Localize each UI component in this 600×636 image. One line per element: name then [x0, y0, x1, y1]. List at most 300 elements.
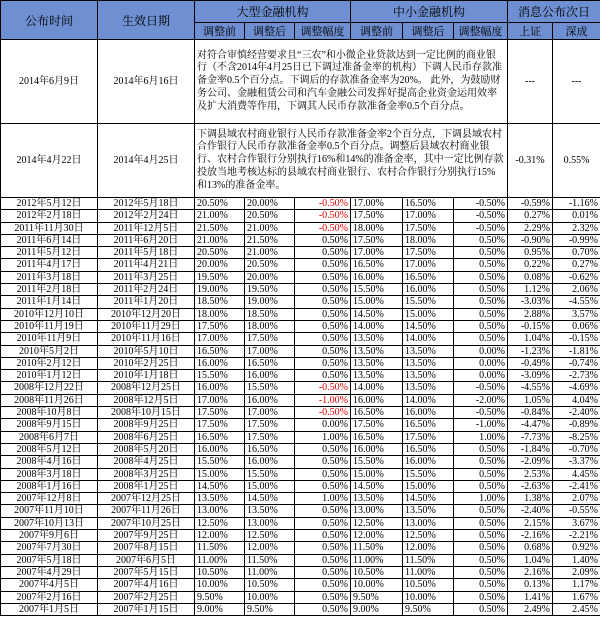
- large-before: 14.50%: [195, 480, 245, 492]
- small-after: 17.00%: [403, 259, 454, 271]
- publish-date: 2011年5月12日: [1, 247, 98, 259]
- shanghai-change: -2.09%: [508, 456, 553, 468]
- large-before: 15.00%: [195, 468, 245, 480]
- small-after: 16.00%: [403, 456, 454, 468]
- shenzhen-change: -0.55%: [553, 505, 600, 517]
- table-row: [1, 493, 600, 505]
- shanghai-change: 0.95%: [508, 247, 553, 259]
- large-before: 12.50%: [195, 517, 245, 529]
- shenzhen-change: -3.37%: [553, 456, 600, 468]
- small-after: 12.00%: [403, 542, 454, 554]
- small-before: 17.00%: [351, 247, 403, 259]
- large-range: 0.50%: [295, 247, 351, 259]
- effective-date: 2007年4月16日: [98, 579, 195, 591]
- effective-date: 2007年5月15日: [98, 566, 195, 578]
- large-after: 20.50%: [245, 210, 295, 222]
- header-small-range: 调整幅度: [454, 23, 508, 40]
- small-before: 16.00%: [351, 443, 403, 455]
- table-row: [1, 284, 600, 296]
- small-range: 1.00%: [454, 493, 508, 505]
- header-large-before: 调整前: [195, 23, 245, 40]
- shenzhen-change: 2.09%: [553, 566, 600, 578]
- shenzhen-change: 2.06%: [553, 284, 600, 296]
- shanghai-change: 2.16%: [508, 566, 553, 578]
- small-after: 16.50%: [403, 419, 454, 431]
- publish-date: 2007年10月13日: [1, 517, 98, 529]
- large-after: 10.50%: [245, 579, 295, 591]
- large-before: 13.50%: [195, 493, 245, 505]
- shanghai-change: 1.05%: [508, 394, 553, 406]
- shanghai-change: -1.23%: [508, 345, 553, 357]
- table-row: [1, 222, 600, 234]
- large-before: 10.00%: [195, 579, 245, 591]
- small-range: 0.50%: [454, 284, 508, 296]
- small-range: -0.50%: [454, 407, 508, 419]
- effective-date: 2008年12月5日: [98, 394, 195, 406]
- effective-date: 2010年2月25日: [98, 357, 195, 369]
- shenzhen-change: 1.67%: [553, 591, 600, 603]
- shanghai-change: -4.47%: [508, 419, 553, 431]
- table-row: [1, 370, 600, 382]
- small-after: 14.00%: [403, 394, 454, 406]
- large-after: 11.00%: [245, 566, 295, 578]
- large-before: 11.00%: [195, 554, 245, 566]
- small-range: -2.00%: [454, 394, 508, 406]
- large-after: 17.50%: [245, 419, 295, 431]
- small-after: 12.50%: [403, 530, 454, 542]
- small-after: 17.50%: [403, 247, 454, 259]
- large-after: 18.00%: [245, 320, 295, 332]
- large-before: 13.00%: [195, 505, 245, 517]
- small-after: 17.00%: [403, 210, 454, 222]
- small-before: 13.50%: [351, 357, 403, 369]
- publish-date: 2014年4月22日: [1, 124, 98, 198]
- small-range: 0.50%: [454, 271, 508, 283]
- large-after: 17.00%: [245, 345, 295, 357]
- large-before: 9.50%: [195, 591, 245, 603]
- effective-date: 2010年1月18日: [98, 370, 195, 382]
- table-row: [1, 431, 600, 443]
- large-after: 15.50%: [245, 382, 295, 394]
- publish-date: 2011年2月18日: [1, 284, 98, 296]
- large-after: 9.50%: [245, 603, 295, 615]
- publish-date: 2008年4月16日: [1, 456, 98, 468]
- large-range: 0.50%: [295, 345, 351, 357]
- shenzhen-change: -1.81%: [553, 345, 600, 357]
- publish-date: 2011年3月18日: [1, 271, 98, 283]
- shanghai-change: -1.84%: [508, 443, 553, 455]
- shenzhen-change: -1.16%: [553, 198, 600, 210]
- small-before: 16.50%: [351, 407, 403, 419]
- shanghai-change: 0.08%: [508, 271, 553, 283]
- large-range: 0.50%: [295, 566, 351, 578]
- shanghai-change: -0.84%: [508, 407, 553, 419]
- small-before: 16.50%: [351, 259, 403, 271]
- shenzhen-change: 0.27%: [553, 259, 600, 271]
- effective-date: 2010年5月10日: [98, 345, 195, 357]
- shenzhen-change: 3.67%: [553, 517, 600, 529]
- small-before: 15.50%: [351, 456, 403, 468]
- table-row: [1, 407, 600, 419]
- small-range: 0.50%: [454, 234, 508, 246]
- publish-date: 2007年9月6日: [1, 530, 98, 542]
- large-after: 21.50%: [245, 234, 295, 246]
- small-after: 16.50%: [403, 443, 454, 455]
- large-after: 16.00%: [245, 456, 295, 468]
- effective-date: 2007年8月15日: [98, 542, 195, 554]
- effective-date: 2012年2月24日: [98, 210, 195, 222]
- small-after: 13.50%: [403, 382, 454, 394]
- effective-date: 2007年1月15日: [98, 603, 195, 615]
- small-after: 18.00%: [403, 234, 454, 246]
- small-before: 15.00%: [351, 468, 403, 480]
- large-after: 10.00%: [245, 591, 295, 603]
- large-range: 1.00%: [295, 431, 351, 443]
- small-range: 0.50%: [454, 566, 508, 578]
- effective-date: 2010年12月20日: [98, 308, 195, 320]
- header-effective-date: 生效日期: [98, 1, 195, 40]
- table-row: [1, 320, 600, 332]
- table-row: [1, 259, 600, 271]
- large-range: 0.50%: [295, 284, 351, 296]
- large-range: -0.50%: [295, 210, 351, 222]
- shenzhen-change: 0.01%: [553, 210, 600, 222]
- small-after: 13.50%: [403, 345, 454, 357]
- table-row: [1, 296, 600, 308]
- small-before: 17.50%: [351, 234, 403, 246]
- small-range: 0.50%: [454, 468, 508, 480]
- shenzhen-change: -0.62%: [553, 271, 600, 283]
- publish-date: 2007年4月5日: [1, 579, 98, 591]
- large-range: 0.50%: [295, 603, 351, 615]
- large-range: 0.50%: [295, 554, 351, 566]
- effective-date: 2008年5月20日: [98, 443, 195, 455]
- effective-date: 2011年12月5日: [98, 222, 195, 234]
- large-before: 17.50%: [195, 419, 245, 431]
- policy-note: 对符合审慎经营要求且“三农”和小微企业贷款达到一定比例的商业银行（不含2014年4月25日已下调过准备金率的机构）下调人民币存款准备金率0.5个百分点。下调后的存款准备金率为20%。 此外，为鼓励财务公司、金融租赁公司和汽车金融公司发挥好提高企业资金运用效率及扩大消费等作用，下调其人民币存款准备金率0.5个百分点。: [195, 40, 508, 124]
- small-before: 18.00%: [351, 222, 403, 234]
- large-range: 0.50%: [295, 456, 351, 468]
- shenzhen-change: ---: [553, 40, 600, 124]
- small-before: 13.50%: [351, 370, 403, 382]
- small-after: 14.50%: [403, 493, 454, 505]
- header-small-before: 调整前: [351, 23, 403, 40]
- shenzhen-change: 2.07%: [553, 493, 600, 505]
- publish-date: 2007年12月8日: [1, 493, 98, 505]
- small-range: 0.50%: [454, 505, 508, 517]
- publish-date: 2008年6月7日: [1, 431, 98, 443]
- small-after: 14.00%: [403, 333, 454, 345]
- shenzhen-change: -2.21%: [553, 530, 600, 542]
- shanghai-change: 2.29%: [508, 222, 553, 234]
- effective-date: 2008年6月25日: [98, 431, 195, 443]
- small-before: 13.50%: [351, 345, 403, 357]
- header-large-institutions: 大型金融机构: [195, 1, 351, 23]
- shanghai-change: 1.38%: [508, 493, 553, 505]
- small-before: 14.00%: [351, 382, 403, 394]
- large-after: 12.50%: [245, 530, 295, 542]
- large-range: -0.50%: [295, 382, 351, 394]
- shenzhen-change: -0.74%: [553, 357, 600, 369]
- small-before: 10.00%: [351, 579, 403, 591]
- shenzhen-change: -8.25%: [553, 431, 600, 443]
- small-after: 16.50%: [403, 271, 454, 283]
- table-row: [1, 234, 600, 246]
- large-range: 0.50%: [295, 320, 351, 332]
- header-small-after: 调整后: [403, 23, 454, 40]
- publish-date: 2007年1月5日: [1, 603, 98, 615]
- shanghai-change: -0.90%: [508, 234, 553, 246]
- small-range: 0.50%: [454, 320, 508, 332]
- small-range: 0.00%: [454, 357, 508, 369]
- shanghai-change: -3.09%: [508, 370, 553, 382]
- publish-date: 2010年11月9日: [1, 333, 98, 345]
- shanghai-change: 0.22%: [508, 259, 553, 271]
- publish-date: 2007年11月10日: [1, 505, 98, 517]
- large-range: -0.50%: [295, 198, 351, 210]
- small-range: 0.50%: [454, 259, 508, 271]
- small-before: 15.00%: [351, 296, 403, 308]
- large-after: 14.50%: [245, 493, 295, 505]
- shanghai-change: 2.88%: [508, 308, 553, 320]
- large-after: 21.00%: [245, 222, 295, 234]
- table-row: [1, 333, 600, 345]
- small-after: 13.50%: [403, 370, 454, 382]
- large-after: 17.50%: [245, 431, 295, 443]
- small-before: 13.50%: [351, 333, 403, 345]
- large-after: 12.00%: [245, 542, 295, 554]
- small-range: 0.50%: [454, 530, 508, 542]
- shanghai-change: 1.12%: [508, 284, 553, 296]
- large-before: 10.50%: [195, 566, 245, 578]
- shenzhen-change: -0.15%: [553, 333, 600, 345]
- table-row: [1, 198, 600, 210]
- shanghai-change: 1.41%: [508, 591, 553, 603]
- small-after: 10.00%: [403, 591, 454, 603]
- small-after: 9.50%: [403, 603, 454, 615]
- shanghai-change: 1.04%: [508, 554, 553, 566]
- large-after: 20.50%: [245, 259, 295, 271]
- shenzhen-change: -0.89%: [553, 419, 600, 431]
- publish-date: 2011年1月14日: [1, 296, 98, 308]
- effective-date: 2010年11月16日: [98, 333, 195, 345]
- publish-date: 2007年5月18日: [1, 554, 98, 566]
- publish-date: 2010年11月19日: [1, 320, 98, 332]
- publish-date: 2007年4月29日: [1, 566, 98, 578]
- small-range: 0.50%: [454, 542, 508, 554]
- table-row-note: [1, 40, 600, 124]
- small-range: 0.50%: [454, 480, 508, 492]
- effective-date: 2011年3月25日: [98, 271, 195, 283]
- effective-date: 2008年10月15日: [98, 407, 195, 419]
- shanghai-change: -0.15%: [508, 320, 553, 332]
- effective-date: 2011年4月21日: [98, 259, 195, 271]
- shenzhen-change: 1.17%: [553, 579, 600, 591]
- header-market-next-day: 消息公布次日: [508, 1, 600, 23]
- large-range: 0.00%: [295, 419, 351, 431]
- shanghai-change: ---: [508, 40, 553, 124]
- small-before: 11.00%: [351, 554, 403, 566]
- table-row: [1, 210, 600, 222]
- small-range: 0.50%: [454, 554, 508, 566]
- header-publish-time: 公布时间: [1, 1, 98, 40]
- small-after: 16.50%: [403, 198, 454, 210]
- large-after: 20.00%: [245, 271, 295, 283]
- shenzhen-change: -0.99%: [553, 234, 600, 246]
- header-large-after: 调整后: [245, 23, 295, 40]
- shenzhen-change: -0.70%: [553, 443, 600, 455]
- small-before: 14.50%: [351, 480, 403, 492]
- large-range: 0.50%: [295, 357, 351, 369]
- large-before: 18.00%: [195, 308, 245, 320]
- table-row: [1, 247, 600, 259]
- large-before: 20.50%: [195, 198, 245, 210]
- effective-date: 2008年12月25日: [98, 382, 195, 394]
- large-before: 21.00%: [195, 210, 245, 222]
- shenzhen-change: -4.55%: [553, 296, 600, 308]
- header-shanghai: 上证: [508, 23, 553, 40]
- large-before: 19.50%: [195, 271, 245, 283]
- large-range: 0.50%: [295, 468, 351, 480]
- effective-date: 2014年6月16日: [98, 40, 195, 124]
- publish-date: 2010年1月12日: [1, 370, 98, 382]
- shanghai-change: 0.27%: [508, 210, 553, 222]
- small-range: -0.50%: [454, 382, 508, 394]
- publish-date: 2008年10月8日: [1, 407, 98, 419]
- large-range: 0.50%: [295, 542, 351, 554]
- shanghai-change: -0.59%: [508, 198, 553, 210]
- small-range: 0.50%: [454, 296, 508, 308]
- large-range: 0.50%: [295, 591, 351, 603]
- large-after: 16.00%: [245, 370, 295, 382]
- large-before: 15.50%: [195, 456, 245, 468]
- small-after: 15.00%: [403, 480, 454, 492]
- small-after: 13.00%: [403, 517, 454, 529]
- table-row: [1, 530, 600, 542]
- publish-date: 2008年5月12日: [1, 443, 98, 455]
- table-row: [1, 382, 600, 394]
- table-row: [1, 419, 600, 431]
- publish-date: 2008年12月22日: [1, 382, 98, 394]
- large-before: 16.00%: [195, 443, 245, 455]
- small-range: -0.50%: [454, 222, 508, 234]
- large-before: 17.50%: [195, 407, 245, 419]
- shanghai-change: -2.16%: [508, 530, 553, 542]
- table-row: [1, 505, 600, 517]
- small-range: 0.50%: [454, 591, 508, 603]
- small-range: 0.50%: [454, 333, 508, 345]
- effective-date: 2008年4月25日: [98, 456, 195, 468]
- small-after: 10.50%: [403, 579, 454, 591]
- large-after: 16.50%: [245, 357, 295, 369]
- large-before: 20.00%: [195, 259, 245, 271]
- small-range: 0.50%: [454, 247, 508, 259]
- large-after: 19.00%: [245, 296, 295, 308]
- shenzhen-change: 4.04%: [553, 394, 600, 406]
- shenzhen-change: 2.45%: [553, 603, 600, 615]
- table-row: [1, 517, 600, 529]
- large-before: 12.00%: [195, 530, 245, 542]
- large-after: 15.00%: [245, 480, 295, 492]
- large-range: 0.50%: [295, 296, 351, 308]
- large-after: 17.50%: [245, 333, 295, 345]
- large-before: 16.00%: [195, 382, 245, 394]
- effective-date: 2008年1月25日: [98, 480, 195, 492]
- small-before: 14.50%: [351, 308, 403, 320]
- small-after: 11.50%: [403, 554, 454, 566]
- small-after: 15.50%: [403, 296, 454, 308]
- shanghai-change: -4.55%: [508, 382, 553, 394]
- publish-date: 2014年6月9日: [1, 40, 98, 124]
- shenzhen-change: 0.06%: [553, 320, 600, 332]
- large-after: 18.50%: [245, 308, 295, 320]
- small-range: 0.00%: [454, 345, 508, 357]
- large-before: 17.00%: [195, 394, 245, 406]
- shenzhen-change: 0.70%: [553, 247, 600, 259]
- large-range: 0.50%: [295, 579, 351, 591]
- large-after: 13.00%: [245, 517, 295, 529]
- shanghai-change: 2.15%: [508, 517, 553, 529]
- large-after: 19.50%: [245, 284, 295, 296]
- effective-date: 2011年2月24日: [98, 284, 195, 296]
- small-range: 0.50%: [454, 603, 508, 615]
- table-row: [1, 603, 600, 615]
- small-before: 16.50%: [351, 431, 403, 443]
- publish-date: 2011年6月14日: [1, 234, 98, 246]
- large-range: 0.50%: [295, 443, 351, 455]
- publish-date: 2010年2月12日: [1, 357, 98, 369]
- large-before: 21.50%: [195, 222, 245, 234]
- large-before: 20.50%: [195, 247, 245, 259]
- header-large-range: 调整幅度: [295, 23, 351, 40]
- small-before: 16.00%: [351, 394, 403, 406]
- shanghai-change: -2.63%: [508, 480, 553, 492]
- shanghai-change: 1.04%: [508, 333, 553, 345]
- large-before: 21.00%: [195, 234, 245, 246]
- table-row-note: [1, 124, 600, 198]
- large-before: 9.00%: [195, 603, 245, 615]
- small-range: -0.50%: [454, 210, 508, 222]
- large-before: 15.50%: [195, 370, 245, 382]
- small-before: 9.50%: [351, 591, 403, 603]
- publish-date: 2007年2月16日: [1, 591, 98, 603]
- large-after: 20.00%: [245, 198, 295, 210]
- small-before: 17.50%: [351, 419, 403, 431]
- policy-note: 下调县域农村商业银行人民币存款准备金率2个百分点，下调县域农村合作银行人民币存款准备金率0.5个百分点。调整后县域农村商业银行、农村合作银行分别执行16%和14%的准备金率，其中一定比例存款投放当地考核达标的县域农村商业银行、农村合作银行分别执行15%和13%的准备金率。: [195, 124, 508, 198]
- large-before: 17.00%: [195, 333, 245, 345]
- shanghai-change: 0.13%: [508, 579, 553, 591]
- shanghai-change: 2.53%: [508, 468, 553, 480]
- publish-date: 2012年2月18日: [1, 210, 98, 222]
- shenzhen-change: 0.55%: [553, 124, 600, 198]
- small-range: 1.00%: [454, 431, 508, 443]
- small-before: 12.00%: [351, 530, 403, 542]
- small-after: 14.50%: [403, 320, 454, 332]
- effective-date: 2008年9月25日: [98, 419, 195, 431]
- shanghai-change: -3.03%: [508, 296, 553, 308]
- large-range: 0.50%: [295, 271, 351, 283]
- large-range: 0.50%: [295, 517, 351, 529]
- small-after: 11.00%: [403, 566, 454, 578]
- table-row: [1, 357, 600, 369]
- small-before: 13.50%: [351, 493, 403, 505]
- large-before: 11.50%: [195, 542, 245, 554]
- header-shenzhen: 深成: [553, 23, 600, 40]
- shanghai-change: -0.31%: [508, 124, 553, 198]
- effective-date: 2007年12月25日: [98, 493, 195, 505]
- publish-date: 2010年12月10日: [1, 308, 98, 320]
- small-after: 16.00%: [403, 284, 454, 296]
